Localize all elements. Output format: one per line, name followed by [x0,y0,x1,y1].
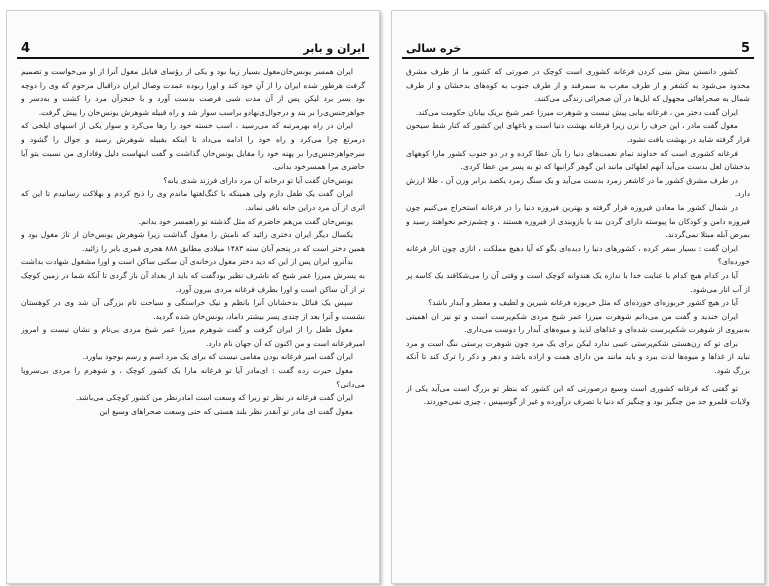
right-page [391,10,765,584]
paragraph: فرغانه کشوری است که خداوند تمام نعمت‌های دنیا را بآن عطا کرده و در دو جنوب کشور مارا کوههای بدخشان لعل بدست می‌آید آنهم لعلهائی مانند این گوهر گرانبها که تو به پسر من عطا کردی. [406,148,750,172]
right-page-running-title: خره سالی [406,42,462,55]
paragraph: یونس‌خان گفت آیا تو درخانه آن مرد دارای فرزند شدی یانه؟ [163,175,353,185]
left-page-running-title: ایران و بابر [303,42,365,55]
paragraph: مغول طفل را از ایران گرفت و گفت شوهرم میرزا عمر شیخ مردی بی‌نام و نشان نیست و امروز امیرفرغانه است و من اکنون که آن جهان نام دارد. [21,325,365,348]
paragraph: مغول حیرت زده گفت : ای‌مادر آیا تو فرغانه مارا یک کشور کوچک ، و شوهرم را مردی بی‌سروپا می‌دانی؟ [21,366,365,389]
paragraph: مغول گفت ای مادر تو آنقدر نظر بلند هستی که حتی وسعت صحراهای وسیع این [99,406,353,416]
paragraph: برای تو که زن‌هستی شکم‌پرستی عیبی ندارد لیکن برای یک مرد چون شوهرت پرستی ننگ است و مرد نباید از غذاها و میوه‌ها لذت ببرد و باید مانند من دارای همت و اراده باشد و دهر و دکر را ترک کند تا آنکه بزرگ شود. [406,338,750,376]
paragraph: ایران گفت امیر فرغانه بودن مقامی نیست که برای یک مرد اسم و رسم بوجود بیاورد. [82,352,353,362]
paragraph: ایران در راه بهرمرتبه که می‌رسید ، اسب خسته خود را رها می‌کرد و سوار یکی از اسبهای ایلخی که درمرتع چرا می‌کرد و راه خود را ادامه می‌داد تا اینکه بقبیله شوهرش رسید و جوال را گشود و سرجواهرجنس‌ی‌را بر پهنه خود را مقابل یونس‌خان گذاشت و گفت اینهاست دلیل وفاداری من نسبت بتو آیا حاضری مرا همسرخود بدانی. [21,121,365,172]
paragraph: ایران گفت یک طفل دارم ولی همینکه با کنگ‌لغتها ماندم وی را ذبح کردم و بهلاکت رسانیدم تا این که اثری از آن مرد دراین خانه باقی نماند. [21,189,365,212]
paragraph: ایران همسر یونس‌خان‌مغول بسیار زیبا بود و یکی از رؤسای قبایل مغول آنرا از او می‌خواست و تصمیم گرفت هرطور شده ایران را از آنِ خود کند و اورا ربوده عمدت وصال ایران دراقبال مرحوم که وی را دوچه بود بسر برد لیکن پس از آن مدت شبی فرصت بدست آورد و با خنجرآن مرد را کشت و به‌دسر و جواهرجنس‌ی‌را بر بند و درجوال‌ی‌نهادو براسب سوار شد و راه قبیله شوهرش یونس‌خان را پیش گرفت. [21,67,365,117]
paragraph: ایران خندید و گفت من می‌دانم شوهرت میرزا عمر شیخ مردی شکم‌پرست است و تو نیز ان اهمیتی به‌بیروی از شوهرت شکم‌پرست شده‌ای و غذاهای لذیذ و میوه‌های آبدار را دوست می‌داری. [406,311,750,335]
paragraph: کشور دانستن بیش بینی کردن فرغانه کشوری است کوچک در صورتی که کشور ما از طرف مشرق محدود می‌شود به کشغر و از طرف مغرب به سمرقند و از طرف جنوب به کوه‌های بدخشان و از طرف شمال به صحراهائی مجهول که ایل‌ها در آن صحرائی زندگی می‌کنند. [406,67,750,104]
paragraph: یکسال دیگر ایران دختری زائید که نامش را مغول گذاشت زیرا شوهرش یونس‌خان از تاژ مغول بود و همین دختر است که در پنجم آبان سنه ۱۴۸۳ میلادی مطابق ۸۸۸ هجری قمری بابر را زائید. [21,230,365,253]
paragraph: سپس یک قبائل بدخشانان آنرا بانظم و نیک خراستگی و سیاحت تام بزرگی آن شد وی در کوهستان نشست و آنرا بعد از چندی پسر بیشتر داماد، یونس‌خان شده گردید. [21,298,365,321]
paragraph: مغول گفت مادر ، این حرف را نزن زیرا فرغانه بهشت دنیا است و باغهای این کشور که کنار شط سیحون قرار گرفته شاید در بهشت یافت نشود. [406,121,750,144]
paragraph: آیا در هیچ کشور خربوزه‌ای خورده‌ای که مثل خربوزه فرغانه شیرین و لطیف و معطر و آبدار باشد؟ [428,298,738,308]
left-page-number: 4 [21,41,31,56]
left-page-header [17,39,369,59]
right-page-header [402,39,754,59]
paragraph: تو گفتی که فرغانه کشوری است وسیع درصورتی که این کشور که بنظر تو بزرگ است می‌آید یکی از ولایات قلمرو جد من چنگیز بود و چنگیز که دنیا با تصرف درآورده و غیر از گوسپیس ، چیزی نمی‌خوردند. [406,383,750,407]
right-page-body [406,65,750,577]
right-page-number: 5 [740,41,750,56]
left-page [6,10,380,584]
paragraph: بدآنرو، ایران پس از این که دید دختر مغول درخانه‌ی آن سکنی ساکن است و اورا مشغول شهادت بداشت به پسرش میرزا عمر شیخ که ناشرف نظیر بودگفت که باید از بغداد آن باز گردی تا آنکه شما در زمین کوچک تر از آن ساکن است و اورا بطرف فرغانه مردی بیرون آورد. [21,257,365,294]
paragraph: در طرف مشرق کشور ما در کاشغر زمرد بدست می‌آید و یک سنگ زمرد یکصد برابر وزن آن ، طلا ارزش دارد. [406,175,750,199]
paragraph: ایران گفت : بسیار سفر کرده ، کشورهای دنیا را دیده‌ای بگو که آیا دهیچ مملکت ، انازی چون انار فرغانه خورده‌ای؟ [406,243,750,267]
paragraph: در شمال کشور ما معادن فیروزه قرار گرفته و بهترین فیروزه دنیا را در فرغانه استخراج می‌کنیم چون فیروزه دامن و کودکان ما پیوسته دارای گردن بند یا بازوبندی از فیروزه هستند ، و چشم‌زخم نخواهند رسید و بمرض آبله مبتلا نمی‌گردند. [406,202,750,240]
paragraph: آیا در کدام هیچ کدام با عنایت خدا با ندازه یک هندوانه کوچک است و وقتی آن را می‌شکافند یک کاسه پر از آب انار می‌شود. [406,270,750,294]
paragraph: یونس‌خان گفت من‌هم حاضرم که مثل گذشته تو راهمسر خود بدانم. [138,216,353,226]
paragraph: ایران گفت دختر من ، فرغانه بیایی پیش نیست و شوهرت میرزا عمر شیخ بریک بیابان حکومت می‌کند. [415,107,738,117]
paragraph: ایران گفت فرغانه در نظر تو زیرا که وسعت است امادرنظر من کشور کوچکی می‌باشد. [75,393,353,403]
left-page-body [21,65,365,577]
